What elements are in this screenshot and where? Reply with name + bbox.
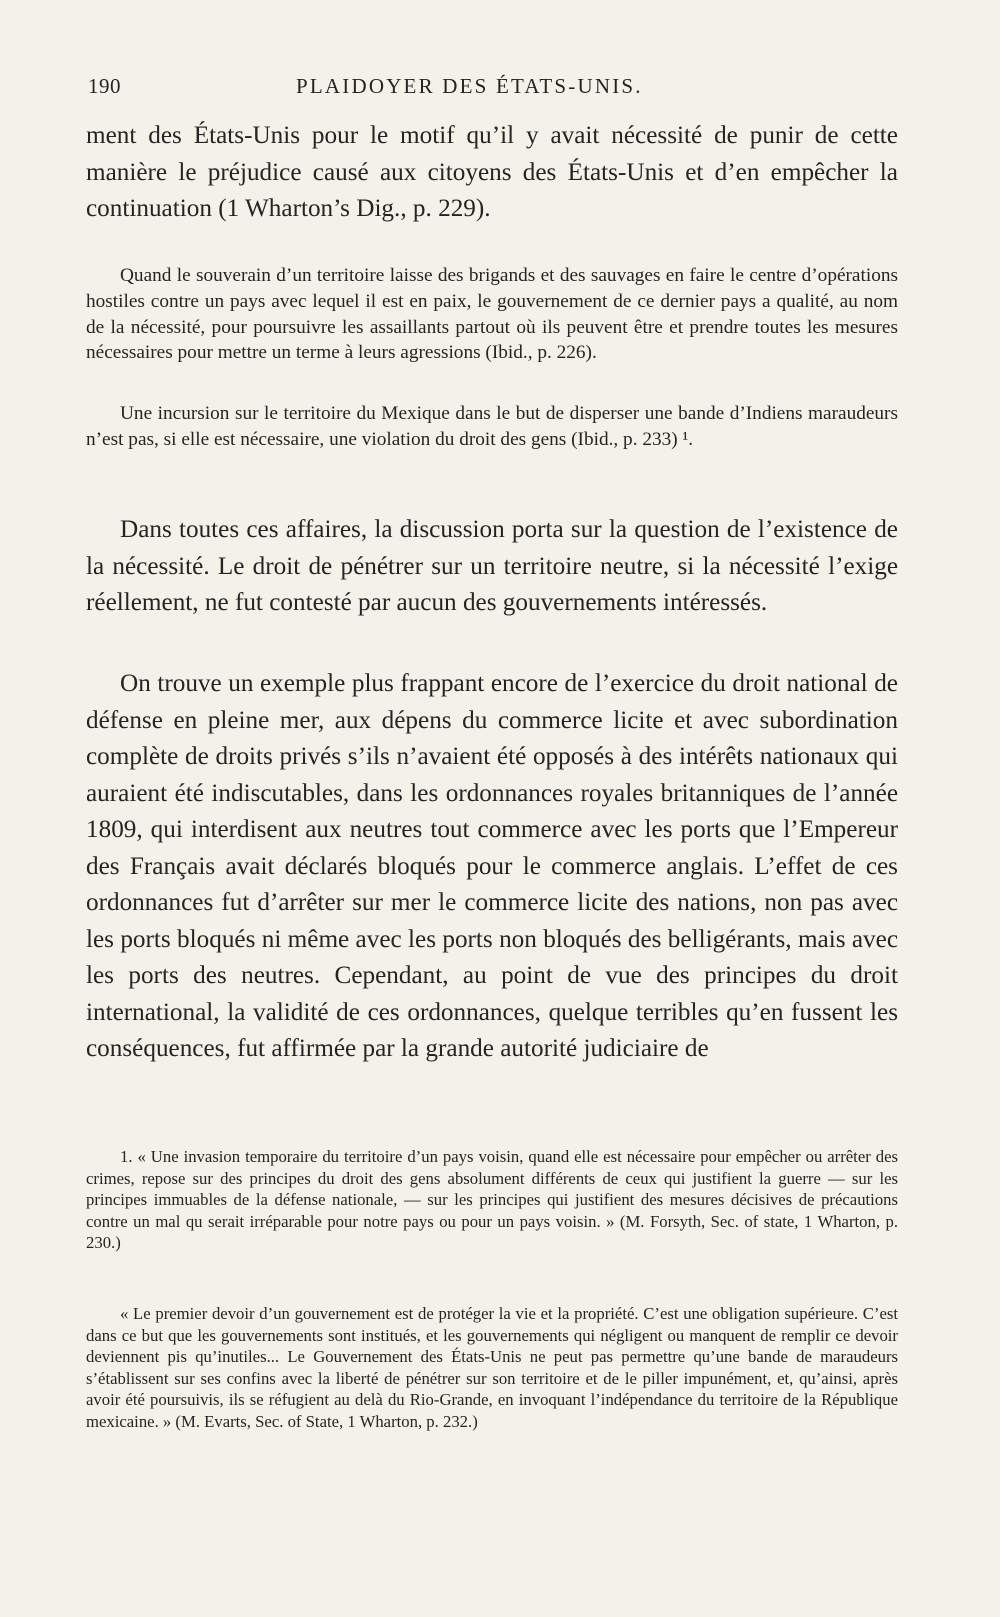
paragraph-necessity: Dans toutes ces affaires, la discussion porta sur la question de l’existence de la nécessité. Le droit de pénétrer sur un territoire neutre, si la nécessité l’exige réellement, ne fut contesté par aucun des gouvernements intéressés.	[86, 516, 898, 616]
paragraph-continuation: ment des États-Unis pour le motif qu’il y avait nécessité de punir de cette manière le préjudice causé aux citoyens des États-Unis et d’en empêcher la continuation (1 Wharton’s Dig., p. 229).	[86, 122, 898, 222]
footnote-1: 1. « Une invasion temporaire du territoire d’un pays voisin, quand elle est nécessaire pour empêcher ou arrêter des crimes, repose sur des principes du droit des gens absolument différents de ceux qui justifient la guerre — sur les principes immuables de la défense nationale, — sur les principes qui justifient des mesures décisives de précautions contre un mal qu serait irréparable pour notre pays ou pour un pays voisin. » (M. Forsyth, Sec. of state, 1 Wharton, p. 230.)	[86, 1147, 898, 1253]
quoted-paragraph-2: Une incursion sur le territoire du Mexique dans le but de disperser une bande d’Indiens maraudeurs n’est pas, si elle est nécessaire, une violation du droit des gens (Ibid., p. 233) ¹.	[86, 403, 898, 450]
footnote-2: « Le premier devoir d’un gouvernement est de protéger la vie et la propriété. C’est une obligation supérieure. C’est dans ce but que les gouvernements sont institués, et les gouvernements qui négligent ou manquent de remplir ce devoir deviennent pis qu’inutiles... Le Gouvernement des États-Unis ne peut pas permettre qu’une bande de maraudeurs s’établissent sur ses confins avec la liberté de pénétrer sur son territoire et de le piller impunément, et, qu’ainsi, après avoir été poursuivis, ils se réfugient au delà du Rio-Grande, en invoquant l’indépendance du territoire de la République mexicaine. » (M. Evarts, Sec. of State, 1 Wharton, p. 232.)	[86, 1304, 898, 1431]
paragraph-british-orders: On trouve un exemple plus frappant encore de l’exercice du droit national de défense en pleine mer, aux dépens du commerce licite et avec subordination complète de droits privés s’ils n’avaient été opposés à des intérêts nationaux qui auraient été indiscutables, dans les ordonnances royales britanniques de l’année 1809, qui interdisent aux neutres tout commerce avec les ports que l’Empereur des Français avait déclarés bloqués pour le commerce anglais. L’effet de ces ordonnances fut d’arrêter sur mer le commerce licite des nations, non pas avec les ports bloqués ni même avec les ports non bloqués des belligérants, mais avec les ports des neutres. Cependant, au point de vue des principes du droit international, la validité de ces ordonnances, quelque terribles qu’en fussent les conséquences, fut affirmée par la grande autorité judiciaire de	[86, 670, 898, 1062]
page-number: 190	[88, 74, 121, 98]
page-header	[88, 74, 880, 108]
running-title: PLAIDOYER DES ÉTATS-UNIS.	[296, 74, 643, 98]
quoted-paragraph-1: Quand le souverain d’un territoire laisse des brigands et des sauvages en faire le centre d’opérations hostiles contre un pays avec lequel il est en paix, le gouvernement de ce dernier pays a qualité, au nom de la nécessité, pour poursuivre les assaillants partout où ils peuvent être et prendre toutes les mesures nécessaires pour mettre un terme à leurs agressions (Ibid., p. 226).	[86, 265, 898, 364]
